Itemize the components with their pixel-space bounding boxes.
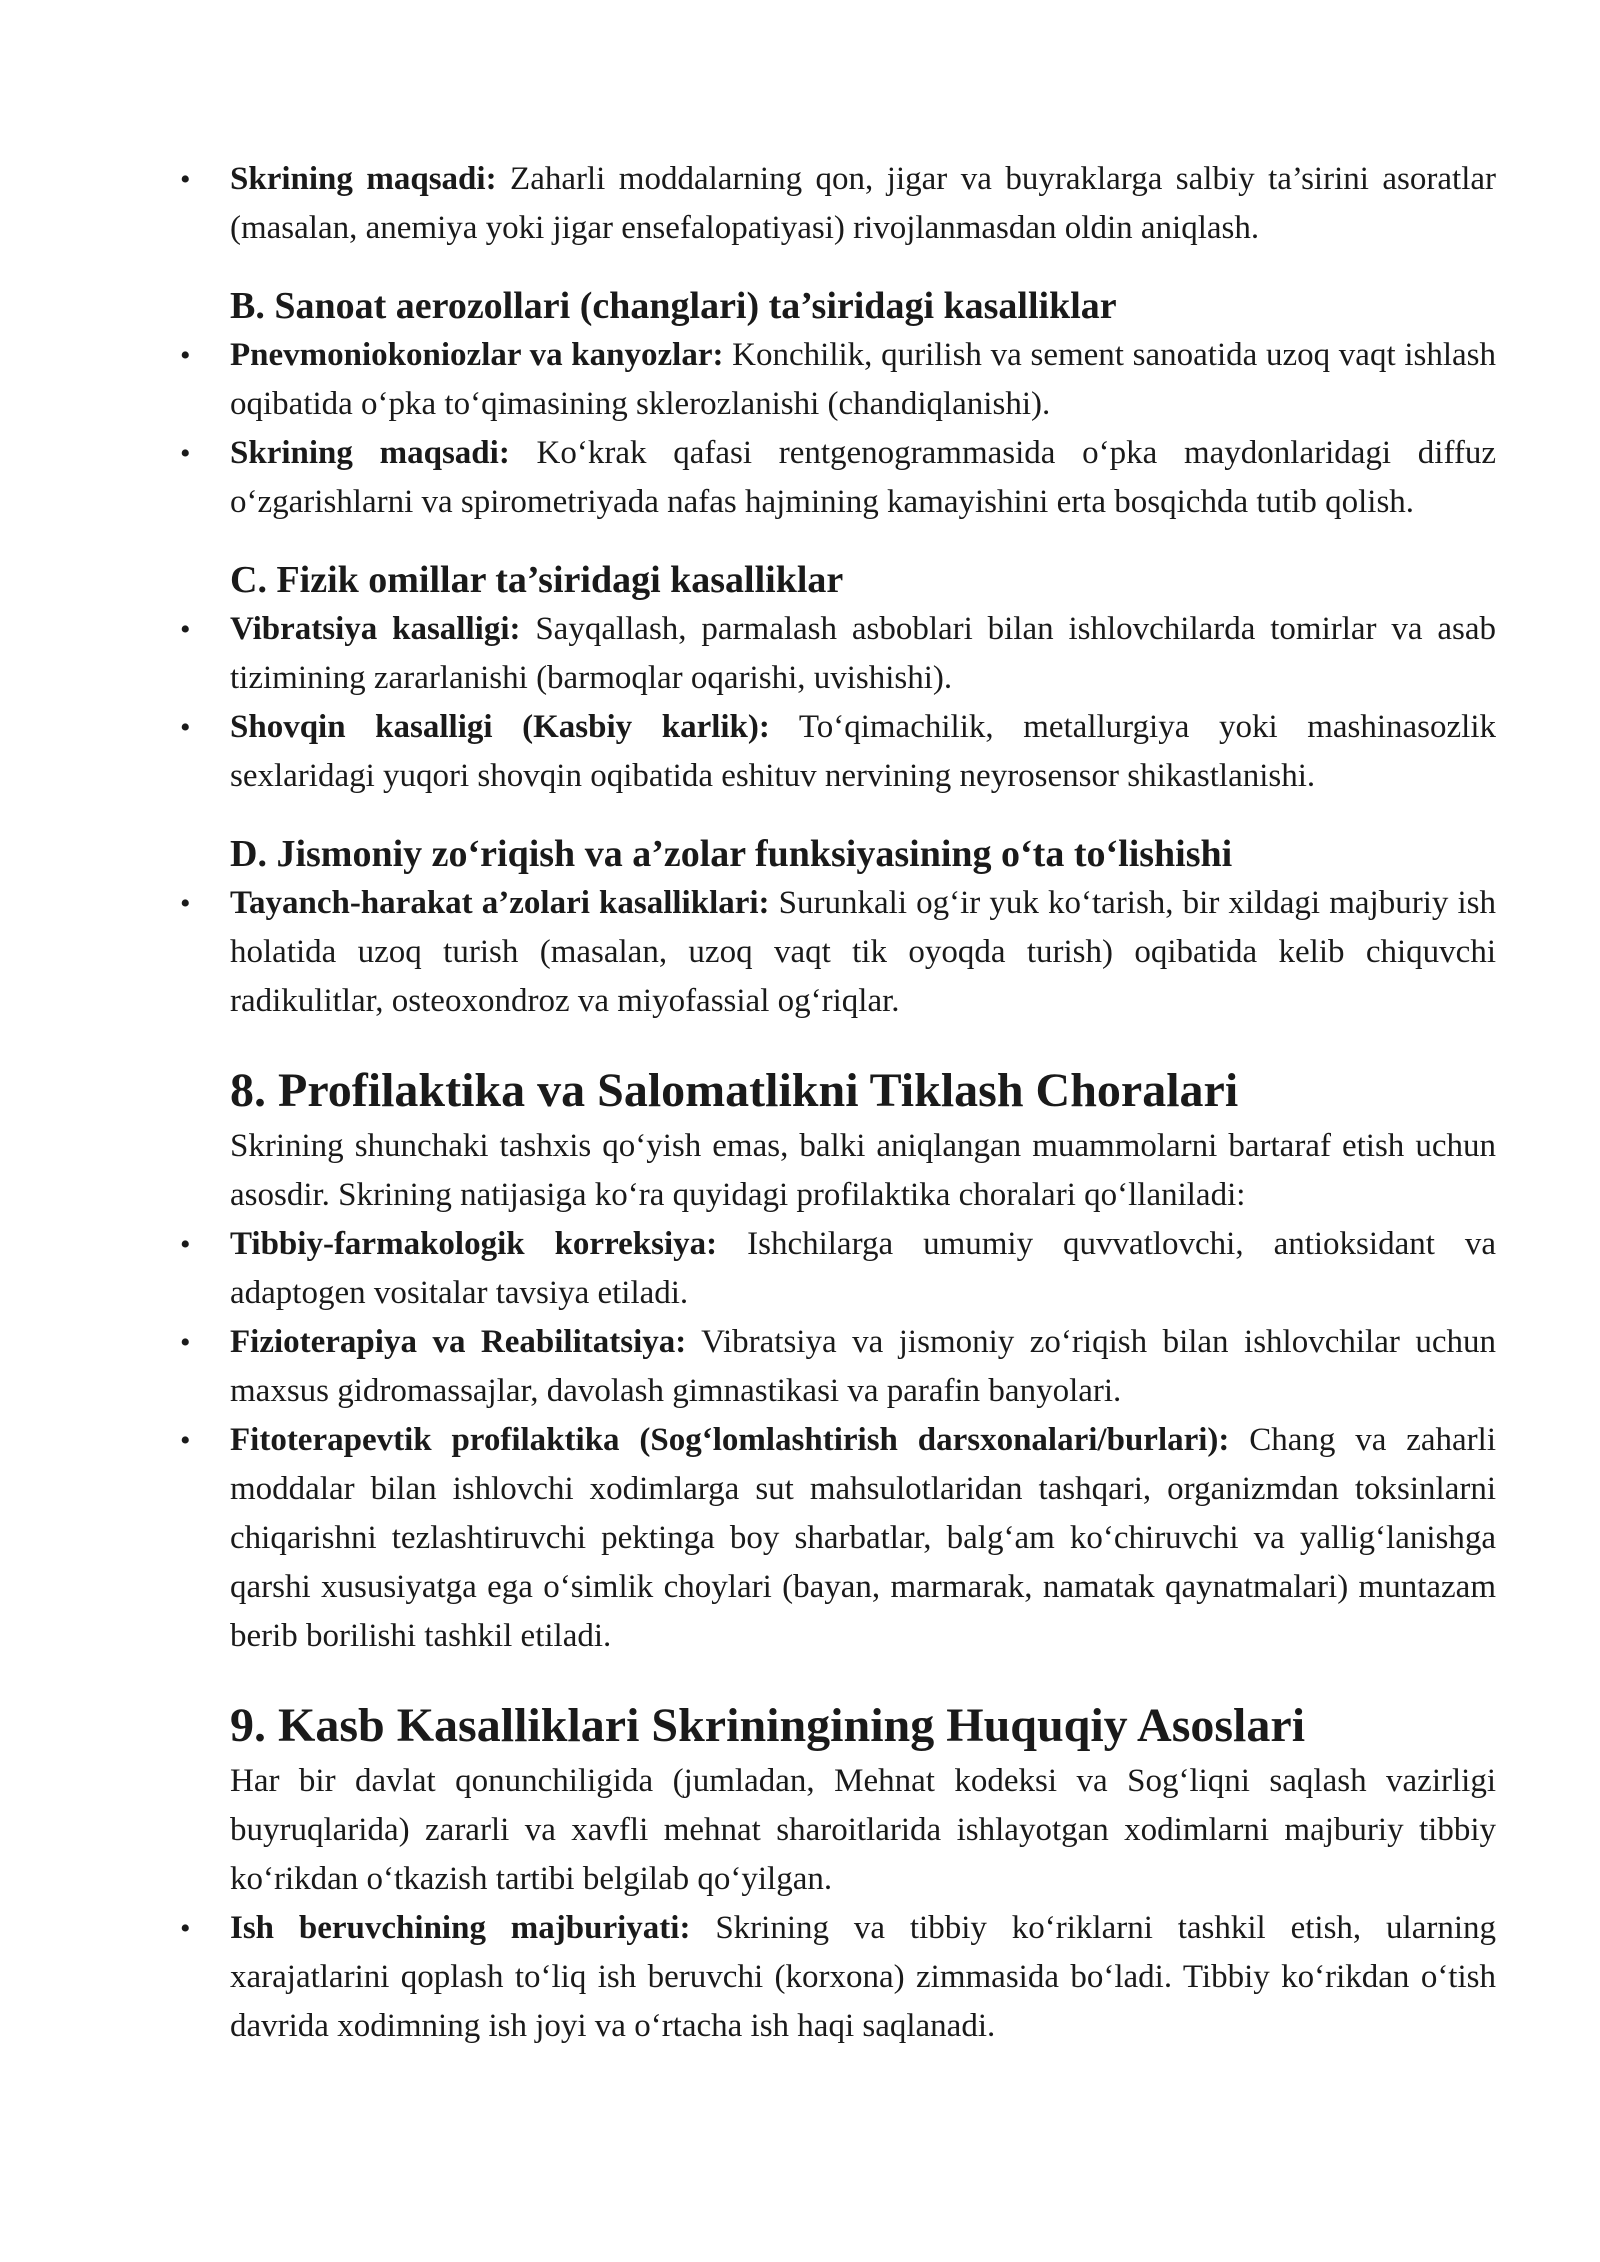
item-text: Konchilik, qurilish va sement sanoatida uzoq vaqt ishlash oqibatida o‘pka to‘qimasining sklerozlanishi (chandiqlanishi). xyxy=(230,337,1496,422)
subheading-d: D. Jismoniy zo‘riqish va a’zolar funksiyasining o‘ta to‘lishishi xyxy=(230,833,1233,875)
item-text: Zaharli moddalarning qon, jigar va buyraklarga salbiy ta’sirini asoratlar (masalan, anemiya yoki jigar ensefalopatiyasi) rivojlanmasdan oldin aniqlash. xyxy=(230,161,1496,246)
item-label: Fizioterapiya va Reabilitatsiya: xyxy=(230,1324,687,1360)
list-item xyxy=(180,1416,1496,1661)
section-9-intro: Har bir davlat qonunchiligida (jumladan, Mehnat kodeksi va Sog‘liqni saqlash vazirligi buyruqlarida) zararli va xavfli mehnat sharoitlarida ishlayotgan xodimlarni majburiy tibbiy ko‘rikdan o‘tkazish tartibi belgilab qo‘yilgan. xyxy=(230,1763,1496,1897)
bullet-icon: • xyxy=(180,711,191,744)
item-text: Surunkali og‘ir yuk ko‘tarish, bir xildagi majburiy ish holatida uzoq turish (masalan, uzoq vaqt tik oyoqda turish) oqibatida kelib chiquvchi radikulitlar, osteoxondroz va miyofassial og‘riqlar. xyxy=(230,885,1496,1019)
bullet-icon: • xyxy=(180,437,191,470)
item-text: Sayqallash, parmalash asboblari bilan ishlovchilarda tomirlar va asab tizimining zararlanishi (barmoqlar oqarishi, uvishishi). xyxy=(230,611,1497,696)
list-item xyxy=(180,429,1497,527)
item-label: Ish beruvchining majburiyati: xyxy=(230,1910,691,1946)
bullet-icon: • xyxy=(180,1228,191,1261)
bullet-list-b xyxy=(180,331,1497,527)
bullet-list-c xyxy=(180,605,1497,801)
section-8-intro: Skrining shunchaki tashxis qo‘yish emas, balki aniqlangan muammolarni bartaraf etish uchun asosdir. Skrining natijasiga ko‘ra quyidagi profilaktika choralari qo‘llaniladi: xyxy=(230,1128,1496,1213)
subheading-c: C. Fizik omillar ta’siridagi kasalliklar xyxy=(230,559,844,601)
bullet-icon: • xyxy=(180,1326,191,1359)
bullet-list-8 xyxy=(180,1220,1496,1661)
bullet-icon: • xyxy=(180,339,191,372)
item-text: Skrining va tibbiy ko‘riklarni tashkil etish, ularning xarajatlarini qoplash to‘liq ish beruvchi (korxona) zimmasida bo‘ladi. Tibbiy ko‘rikdan o‘tish davrida xodimning ish joyi va o‘rtacha ish haqi saqlanadi. xyxy=(230,1910,1497,2044)
bullet-icon: • xyxy=(180,1912,191,1945)
item-label: Fitoterapevtik profilaktika (Sog‘lomlashtirish darsxonalari/burlari): xyxy=(230,1422,1230,1458)
item-label: Tibbiy-farmakologik korreksiya: xyxy=(230,1226,718,1262)
item-label: Tayanch-harakat a’zolari kasalliklari: xyxy=(230,885,770,921)
document-content xyxy=(180,155,1497,2051)
bullet-list-a xyxy=(180,155,1496,253)
section-heading-8: 8. Profilaktika va Salomatlikni Tiklash Choralari xyxy=(230,1064,1239,1117)
item-text: Vibratsiya va jismoniy zo‘riqish bilan ishlovchilar uchun maxsus gidromassajlar, davolash gimnastikasi va parafin banyolari. xyxy=(230,1324,1496,1409)
subheading-b: B. Sanoat aerozollari (changlari) ta’siridagi kasalliklar xyxy=(230,285,1117,327)
item-text: To‘qimachilik, metallurgiya yoki mashinasozlik sexlaridagi yuqori shovqin oqibatida eshituv nervining neyrosensor shikastlanishi. xyxy=(230,709,1496,794)
list-item xyxy=(180,703,1496,801)
list-item xyxy=(180,1904,1497,2051)
list-item xyxy=(180,1220,1496,1318)
bullet-icon: • xyxy=(180,163,191,196)
item-text: Chang va zaharli moddalar bilan ishlovchi xodimlarga sut mahsulotlaridan tashqari, organizmdan toksinlarni chiqarishni tezlashtiruvchi pektinga boy sharbatlar, balg‘am ko‘chiruvchi va yallig‘lanishga qarshi xususiyatga ega o‘simlik choylari (bayan, marmarak, namatak qaynatmalari) muntazam berib borilishi tashkil etiladi. xyxy=(230,1422,1496,1654)
item-text: Ko‘krak qafasi rentgenogrammasida o‘pka maydonlaridagi diffuz o‘zgarishlarni va spirometriyada nafas hajmining kamayishini erta bosqichda tutib qolish. xyxy=(230,435,1497,520)
item-label: Shovqin kasalligi (Kasbiy karlik): xyxy=(230,709,770,745)
bullet-icon: • xyxy=(180,613,191,646)
section-heading-9: 9. Kasb Kasalliklari Skriningining Huquqiy Asoslari xyxy=(230,1699,1306,1752)
item-label: Vibratsiya kasalligi: xyxy=(230,611,521,647)
item-label: Skrining maqsadi: xyxy=(230,161,497,197)
list-item xyxy=(180,1318,1496,1416)
bullet-list-9 xyxy=(180,1904,1497,2051)
item-text: Ishchilarga umumiy quvvatlovchi, antioksidant va adaptogen vositalar tavsiya etiladi. xyxy=(230,1226,1496,1311)
bullet-icon: • xyxy=(180,1424,191,1457)
item-label: Pnevmoniokoniozlar va kanyozlar: xyxy=(230,337,724,373)
list-item xyxy=(180,155,1496,253)
bullet-list-d xyxy=(180,879,1496,1026)
list-item xyxy=(180,331,1496,429)
item-label: Skrining maqsadi: xyxy=(230,435,510,471)
list-item xyxy=(180,879,1496,1026)
bullet-icon: • xyxy=(180,887,191,920)
list-item xyxy=(180,605,1497,703)
